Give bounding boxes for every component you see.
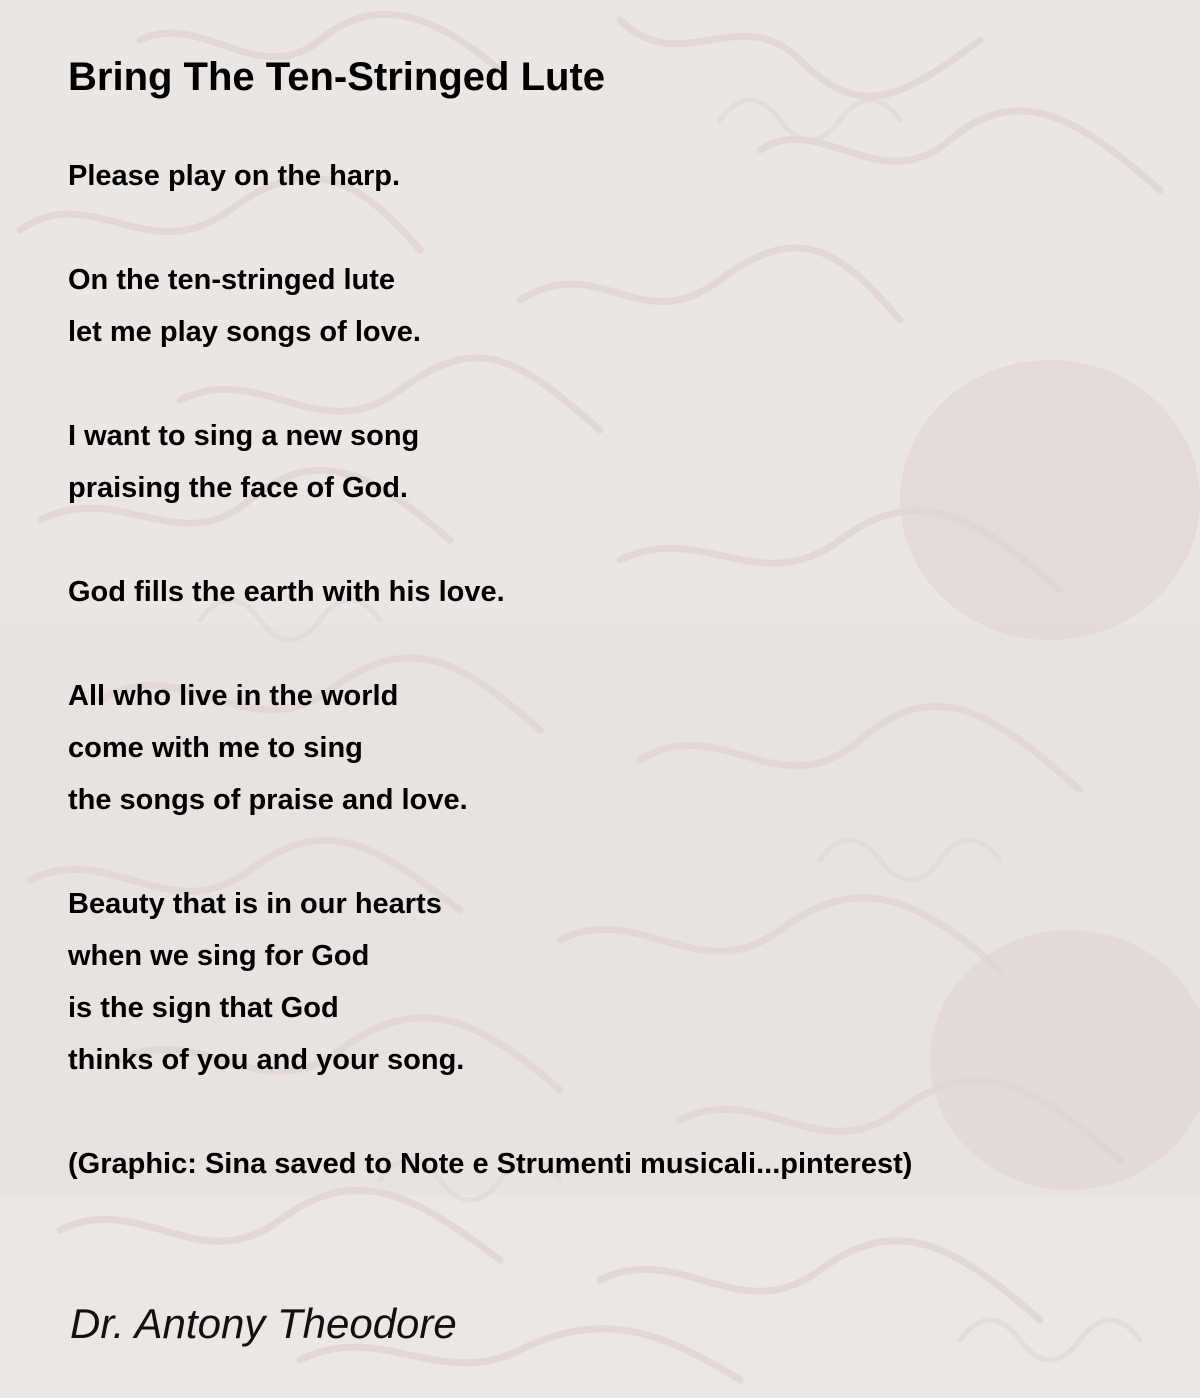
poem-line: come with me to sing <box>68 732 363 764</box>
stanza <box>68 410 1168 514</box>
poem-line: God fills the earth with his love. <box>68 576 505 608</box>
graphic-credit: (Graphic: Sina saved to Note e Strumenti musicali...pinterest) <box>68 1148 913 1180</box>
poem-body <box>68 150 1168 1242</box>
poem-line: let me play songs of love. <box>68 316 421 348</box>
poem-line: the songs of praise and love. <box>68 784 468 816</box>
poem-line: Beauty that is in our hearts <box>68 888 442 920</box>
poem-line: thinks of you and your song. <box>68 1044 465 1076</box>
stanza <box>68 670 1168 826</box>
poem-line: praising the face of God. <box>68 472 408 504</box>
stanza-credit <box>68 1138 1168 1190</box>
stanza <box>68 254 1168 358</box>
stanza <box>68 150 1168 202</box>
poem-line: when we sing for God <box>68 940 370 972</box>
poem-author: Dr. Antony Theodore <box>70 1300 457 1347</box>
poem-line: On the ten-stringed lute <box>68 264 396 296</box>
poem-line: I want to sing a new song <box>68 420 420 452</box>
stanza <box>68 566 1168 618</box>
poem-title: Bring The Ten-Stringed Lute <box>68 55 606 99</box>
poem-line: All who live in the world <box>68 680 399 712</box>
stanza <box>68 878 1168 1086</box>
poem-line: Please play on the harp. <box>68 160 400 192</box>
poem-line: is the sign that God <box>68 992 339 1024</box>
